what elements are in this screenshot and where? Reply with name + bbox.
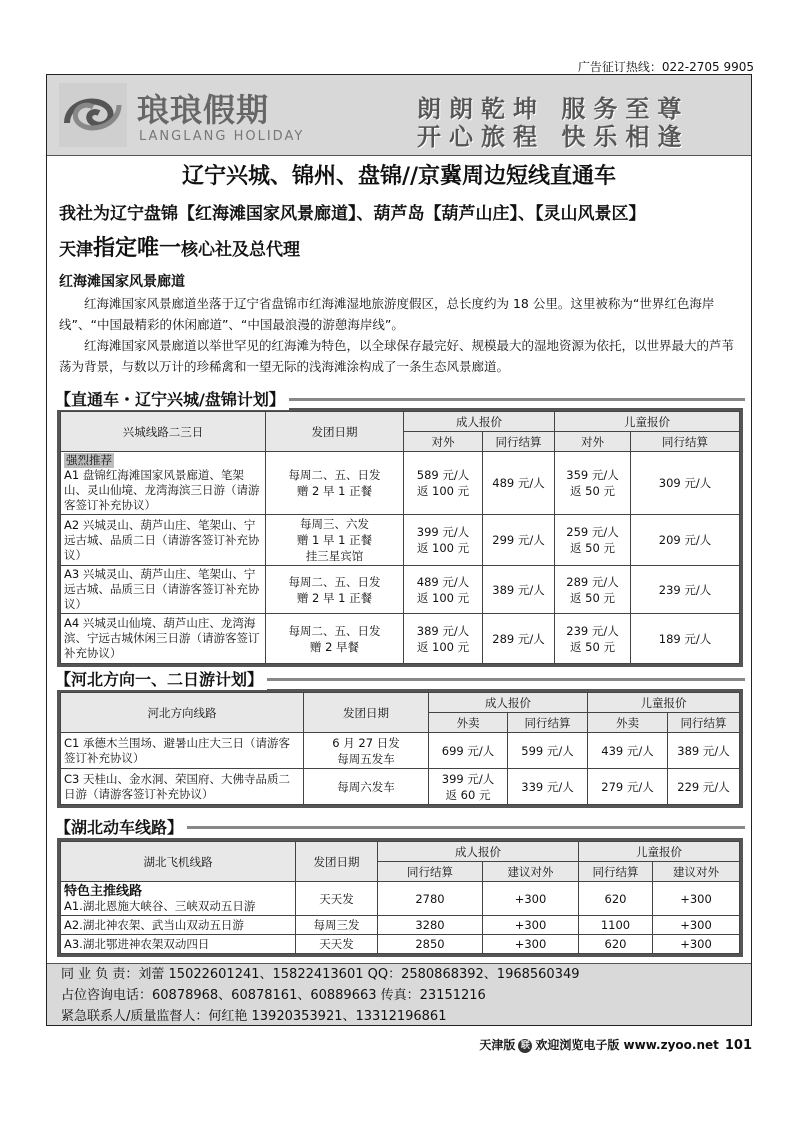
- depart-date: 每周六发车: [304, 769, 429, 805]
- adult-price-out: 389 元/人 返 100 元: [404, 614, 483, 664]
- header-child-out: 对外: [555, 432, 631, 452]
- featured-label: 特色主推线路: [64, 883, 143, 899]
- contact-line-3: 紧急联系人/质量监督人：何红艳 13920353921、13312196861: [61, 1009, 447, 1024]
- child-price-out: 359 元/人 返 50 元: [555, 452, 631, 515]
- agency-exclusive: 指定唯一: [93, 235, 182, 261]
- header-date: 发团日期: [266, 412, 404, 452]
- route-name: A3 兴城灵山、葫芦山庄、笔架山、宁远古城、品质三日（请游客签订补充协议）: [61, 566, 266, 614]
- slogan-line-1: 朗朗乾坤 服务至尊: [417, 94, 690, 123]
- table-row: [61, 916, 740, 935]
- depart-date: 天天发: [296, 882, 378, 916]
- header-child: 儿童报价: [555, 412, 740, 432]
- child-price-peer: 189 元/人: [631, 614, 740, 664]
- route-name: A1.湖北恩施大峡谷、三峡双动五日游: [64, 898, 256, 913]
- band-liaoning: [55, 387, 745, 409]
- header-adult-peer: 同行结算: [483, 432, 555, 452]
- table-row: [61, 733, 740, 769]
- brand-name-english: LANGLANG HOLIDAY: [139, 129, 305, 144]
- adult-price-peer: 489 元/人: [483, 452, 555, 515]
- header-adult: 成人报价: [404, 412, 555, 432]
- route-name: A2 兴城灵山、葫芦山庄、笔架山、宁远古城、品质二日（请游客签订补充协议）: [61, 515, 266, 566]
- table-row: [61, 614, 740, 664]
- header-date: 发团日期: [296, 842, 378, 882]
- table-row: [61, 769, 740, 805]
- adult-price-out: 699 元/人: [429, 733, 508, 769]
- page-title: 辽宁兴城、锦州、盘锦//京冀周边短线直通车: [181, 163, 617, 189]
- table-row: [61, 882, 740, 916]
- table-liaoning-box: [57, 408, 743, 667]
- ad-hotline: 广告征订热线：022-2705 9905: [577, 60, 754, 74]
- header-child-peer: 同行结算: [668, 713, 740, 733]
- depart-date: 每周三发: [296, 916, 378, 935]
- child-price-suggested: +300: [653, 916, 740, 935]
- contact-box: [47, 963, 751, 1025]
- section-paragraph-1: 红海滩国家风景廊道坐落于辽宁省盘锦市红海滩湿地旅游度假区，总长度约为 18 公里。这里被称为“世界红色海岸线”、“中国最精彩的休闲廊道”、“中国最浪漫的游憩海岸线”。: [59, 296, 715, 332]
- child-price-peer: 620: [579, 882, 653, 916]
- route-name: A2.湖北神农架、武当山双动五日游: [61, 916, 296, 935]
- band-hubei-label: 【湖北动车线路】: [55, 815, 187, 838]
- depart-date: 6 月 27 日发 每周五发车: [304, 733, 429, 769]
- route-name: A3.湖北鄂进神农架双动四日: [61, 935, 296, 954]
- adult-price-peer: 299 元/人: [483, 515, 555, 566]
- section-paragraph-2: 红海滩国家风景廊道以举世罕见的红海滩为特色，以全球保存最完好、规模最大的湿地资源为依托，以世界最大的芦苇荡为背景，与数以万计的珍稀禽和一望无际的浅海滩涂构成了一条生态风景廊道。: [59, 338, 735, 374]
- band-hebei: [55, 667, 745, 689]
- adult-price-suggested: +300: [483, 916, 579, 935]
- header-adult-suggested: 建议对外: [483, 862, 579, 882]
- header-child-peer: 同行结算: [631, 432, 740, 452]
- child-price-suggested: +300: [653, 882, 740, 916]
- agency-role: 核心社及总代理: [181, 240, 301, 260]
- child-price-out: 259 元/人 返 50 元: [555, 515, 631, 566]
- adult-price-peer: 599 元/人: [508, 733, 588, 769]
- child-price-peer: 389 元/人: [668, 733, 740, 769]
- adult-price-out: 589 元/人 返 100 元: [404, 452, 483, 515]
- adult-price-peer: 3280: [378, 916, 483, 935]
- header-child-out: 外卖: [588, 713, 668, 733]
- header-route: 兴城线路二三日: [61, 412, 266, 452]
- header-child-peer: 同行结算: [579, 862, 653, 882]
- adult-price-out: 399 元/人 返 60 元: [429, 769, 508, 805]
- header-adult: 成人报价: [429, 693, 588, 713]
- ad-frame: [46, 74, 752, 1026]
- adult-price-out: 399 元/人 返 100 元: [404, 515, 483, 566]
- page-footer: [479, 1036, 752, 1053]
- table-liaoning: [60, 411, 740, 664]
- depart-date: 每周二、五、日发 赠 2 早 1 正餐: [266, 452, 404, 515]
- table-hubei-box: [57, 838, 743, 957]
- child-price-suggested: +300: [653, 935, 740, 954]
- table-row: [61, 452, 740, 515]
- header-child: 儿童报价: [579, 842, 740, 862]
- band-hubei: [55, 815, 745, 837]
- adult-price-out: 489 元/人 返 100 元: [404, 566, 483, 614]
- adult-price-peer: 2850: [378, 935, 483, 954]
- header-adult: 成人报价: [378, 842, 579, 862]
- contact-line-1: 同 业 负 责：刘蕾 15022601241、15822413601 QQ：2580868392、1968560349: [61, 967, 580, 982]
- agency-status: [59, 231, 300, 262]
- child-price-out: 439 元/人: [588, 733, 668, 769]
- page-number: 101: [724, 1038, 752, 1053]
- table-row: [61, 566, 740, 614]
- agency-statement: 我社为辽宁盘锦【红海滩国家风景廊道】、葫芦岛【葫芦山庄】、【灵山风景区】: [59, 204, 646, 224]
- table-row: [61, 935, 740, 954]
- header-adult-out: 外卖: [429, 713, 508, 733]
- footer-website[interactable]: 欢迎浏览电子版 www.zyoo.net: [535, 1038, 719, 1052]
- route-name: C3 天桂山、金水洞、荣国府、大佛寺品质二日游（请游客签订补充协议）: [61, 769, 304, 805]
- depart-date: 每周二、五、日发 赠 2 早 1 正餐: [266, 566, 404, 614]
- child-price-out: 239 元/人 返 50 元: [555, 614, 631, 664]
- child-price-peer: 620: [579, 935, 653, 954]
- publication-logo-icon: 联: [518, 1039, 532, 1053]
- child-price-peer: 309 元/人: [631, 452, 740, 515]
- depart-date: 每周三、六发 赠 1 早 1 正餐 挂三星宾馆: [266, 515, 404, 566]
- edition-label: 天津版: [479, 1038, 516, 1052]
- agency-city: 天津: [59, 240, 93, 260]
- header-route: 河北方向线路: [61, 693, 304, 733]
- header-child-suggested: 建议对外: [653, 862, 740, 882]
- swirl-logo-icon: [59, 83, 127, 147]
- header-date: 发团日期: [304, 693, 429, 733]
- route-name: A4 兴城灵山仙境、葫芦山庄、龙湾海滨、宁远古城休闲三日游（请游客签订补充协议）: [61, 614, 266, 664]
- band-hebei-label: 【河北方向一、二日游计划】: [55, 667, 267, 690]
- adult-price-peer: 289 元/人: [483, 614, 555, 664]
- section-heading: 红海滩国家风景廊道: [59, 274, 185, 290]
- table-hebei: [60, 692, 740, 805]
- slogan-line-2: 开心旅程 快乐相逢: [417, 122, 690, 151]
- brand-header: [47, 75, 751, 156]
- adult-price-peer: 389 元/人: [483, 566, 555, 614]
- depart-date: 每周二、五、日发 赠 2 早餐: [266, 614, 404, 664]
- adult-price-peer: 339 元/人: [508, 769, 588, 805]
- contact-line-2: 占位咨询电话：60878968、60878161、60889663 传真：23151216: [61, 988, 486, 1003]
- child-price-peer: 209 元/人: [631, 515, 740, 566]
- adult-price-suggested: +300: [483, 935, 579, 954]
- header-route: 湖北飞机线路: [61, 842, 296, 882]
- depart-date: 天天发: [296, 935, 378, 954]
- brand-name: 琅琅假期: [137, 91, 270, 129]
- table-hebei-box: [57, 689, 743, 808]
- recommend-badge: 强烈推荐: [66, 453, 112, 467]
- route-name: C1 承德木兰围场、避暑山庄大三日（请游客签订补充协议）: [61, 733, 304, 769]
- header-adult-peer: 同行结算: [508, 713, 588, 733]
- table-row: [61, 515, 740, 566]
- adult-price-suggested: +300: [483, 882, 579, 916]
- child-price-peer: 229 元/人: [668, 769, 740, 805]
- child-price-peer: 239 元/人: [631, 566, 740, 614]
- header-adult-peer: 同行结算: [378, 862, 483, 882]
- route-name: A1 盘锦红海滩国家风景廊道、笔架山、灵山仙境、龙湾海滨三日游（请游客签订补充协议）: [64, 468, 260, 512]
- header-child: 儿童报价: [588, 693, 740, 713]
- child-price-peer: 1100: [579, 916, 653, 935]
- adult-price-peer: 2780: [378, 882, 483, 916]
- child-price-out: 289 元/人 返 50 元: [555, 566, 631, 614]
- table-hubei: [60, 841, 740, 954]
- header-adult-out: 对外: [404, 432, 483, 452]
- child-price-out: 279 元/人: [588, 769, 668, 805]
- band-liaoning-label: 【直通车・辽宁兴城/盘锦计划】: [55, 387, 289, 410]
